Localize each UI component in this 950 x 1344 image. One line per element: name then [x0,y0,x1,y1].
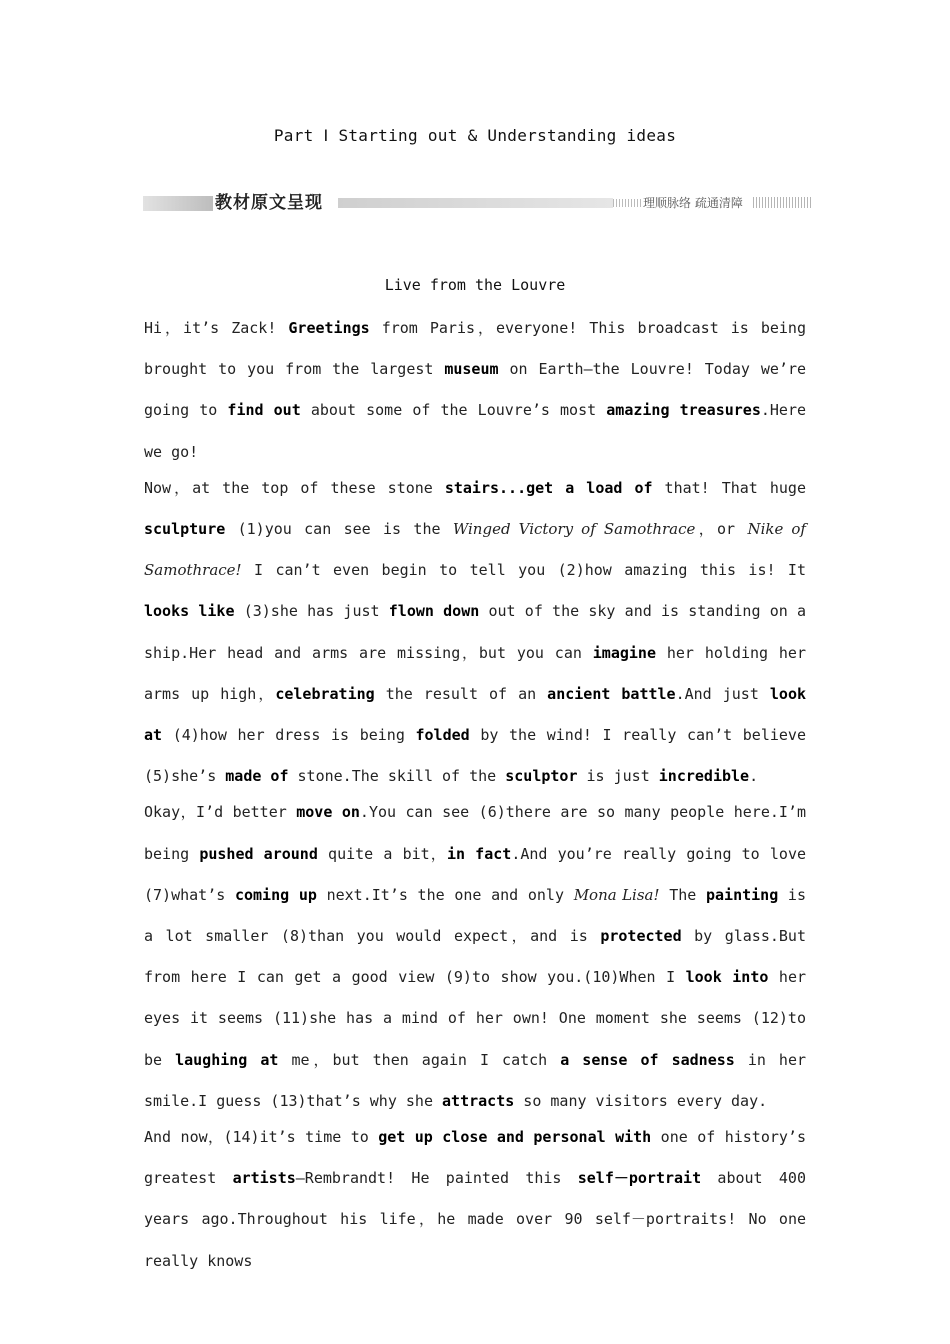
key-phrase: looks like [144,602,235,621]
text-run: stone.The skill of the [288,767,506,786]
text-run: on Earth—the Louvre! Today we’re going to [144,360,807,420]
key-phrase: sculpture [144,520,226,539]
key-phrase: look at [144,684,807,745]
artwork-title: Nike of Samothrace! [144,520,806,580]
text-run: I can’t even begin to tell you (2)how amazing this is! It [241,561,806,580]
key-phrase: flown down [388,602,480,621]
key-phrase: a sense of sadness [560,1050,735,1069]
text-run: Okay，I’d better [144,803,297,822]
text-run: is just [577,767,659,786]
text-run: out of the sky and is standing on a ship.Her head and arms are missing，but you can [144,602,807,662]
article-paragraph [144,308,806,473]
article-title: Live from the Louvre [384,276,566,294]
text-run: by the wind! I really can’t believe (5)she’s [144,726,806,786]
text-run: that! That huge [652,478,806,497]
text-run: next.It’s the one and only [316,885,574,904]
key-phrase: in fact [446,844,512,863]
article-body [144,308,806,1277]
text-run: quite a bit， [317,844,447,863]
text-run: me，but then again I catch [278,1050,561,1069]
article-paragraph [144,1117,806,1282]
text-run: .Here we go! [144,401,807,461]
text-run: is a lot smaller (8)than you would expect，and is [144,885,806,946]
key-phrase: folded [415,726,470,745]
key-phrase: coming up [234,885,317,904]
key-phrase: ancient battle [547,684,676,703]
key-phrase: made of [225,767,289,786]
key-phrase: artists [232,1169,296,1188]
key-phrase: self－portrait [577,1169,702,1188]
key-phrase: pushed around [199,844,318,863]
banner-middle-bar [338,198,613,208]
page-heading: Part Ⅰ Starting out & Understanding ideas [273,126,677,145]
key-phrase: laughing at [175,1050,279,1069]
text-run: .And you’re really going to love (7)what’s [144,844,806,904]
article-paragraph [144,468,806,798]
text-run: Now，at the top of these stone [144,478,445,497]
banner-title: 教材原文呈现 [215,193,323,213]
text-run: .And just [675,684,770,703]
key-phrase: find out [227,401,301,420]
text-run: (1)you can see is the [225,520,453,539]
key-phrase: amazing treasures [606,401,761,420]
text-run: so many visitors every day. [514,1091,768,1110]
key-phrase: Greetings [288,319,370,337]
key-phrase: imagine [592,643,656,662]
text-run: the result of an [374,684,548,703]
text-run: ，or [695,520,748,539]
text-run: her eyes it seems (11)she has a mind of her own! One moment she seems (12)to be [144,968,806,1069]
text-run: about some of the Louvre’s most [300,401,607,420]
key-phrase: incredible [658,767,750,786]
text-run: Hi，it’s Zack! [144,319,289,337]
text-run: (3)she has just [234,602,389,621]
artwork-title: Mona Lisa! [573,885,660,904]
text-run: And now，(14)it’s time to [144,1128,379,1147]
text-run: about 400 years ago.Throughout his life，he made over 90 self－portraits! No one really knows [144,1169,806,1270]
text-run: The [659,885,706,904]
text-run: from Paris，everyone! This broadcast is being brought to you from the largest [144,319,806,379]
key-phrase: look into [685,968,769,987]
artwork-title: Winged Victory of Samothrace [452,520,696,539]
section-banner [143,192,813,214]
text-run: .You can see (6)there are so many people here.I’m being [144,803,806,863]
key-phrase: get up close and personal with [378,1128,652,1147]
key-phrase: stairs...get a load of [444,478,653,497]
key-phrase: move on [296,803,360,822]
banner-left-bar [143,196,213,211]
key-phrase: protected [600,927,682,946]
text-run: in her smile.I guess (13)that’s why she [144,1050,807,1110]
key-phrase: museum [444,360,499,379]
banner-end-stripes [753,197,813,208]
text-run: . [749,767,759,786]
key-phrase: attracts [442,1091,515,1110]
key-phrase: sculptor [505,767,578,786]
text-run: —Rembrandt! He painted this [295,1169,578,1188]
text-run: her holding her arms up high， [144,643,806,703]
text-run: one of history’s greatest [144,1128,806,1188]
article-paragraph [144,792,806,1122]
banner-tagline: 理顺脉络 疏通清障 [643,196,743,210]
text-run: by glass.But from here I can get a good view (9)to show you.(10)When I [144,927,806,987]
banner-stripes [613,199,643,207]
key-phrase: painting [706,885,779,904]
key-phrase: celebrating [275,684,375,703]
text-run: (4)how her dress is being [162,726,416,745]
